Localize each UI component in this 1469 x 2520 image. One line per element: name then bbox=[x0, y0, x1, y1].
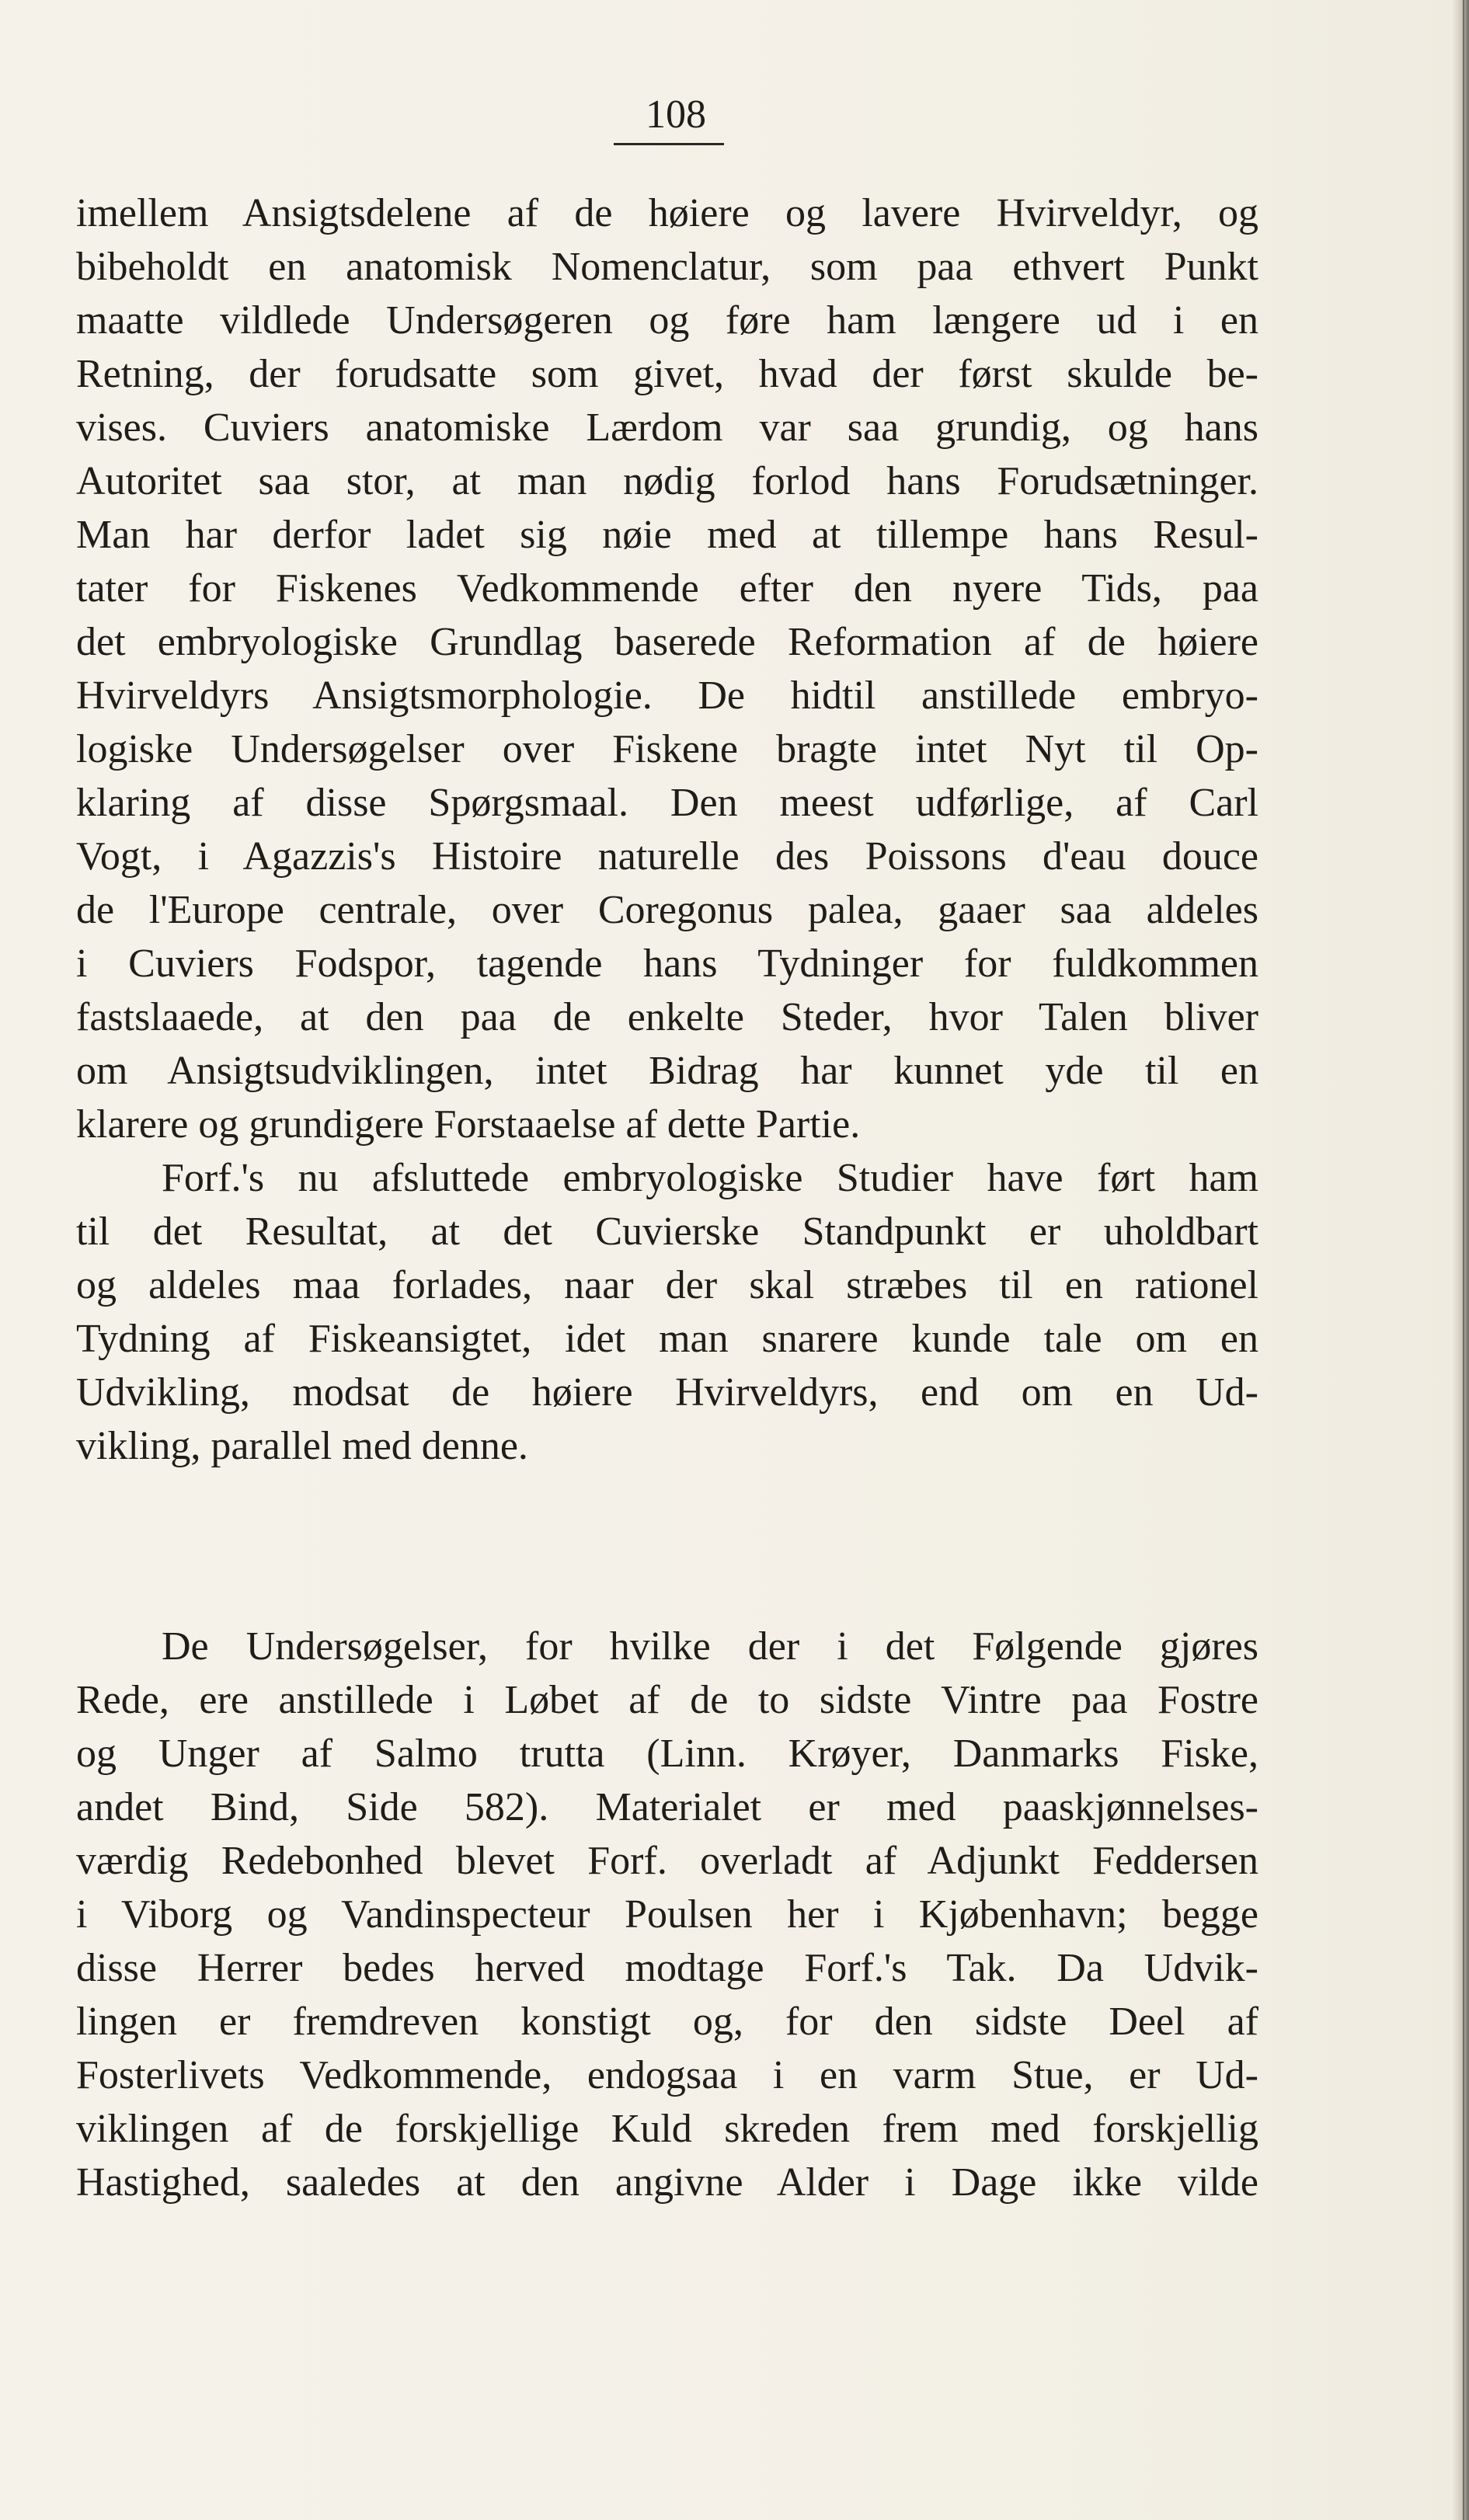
text-line: fastslaaede, at den paa de enkelte Steder, hvor Talen bliver bbox=[76, 995, 1258, 1039]
text-line: lingen er fremdreven konstigt og, for den sidste Deel af bbox=[76, 2000, 1258, 2044]
text-line: i Viborg og Vandinspecteur Poulsen her i Kjøbenhavn; begge bbox=[76, 1892, 1258, 1937]
body-text-bottom bbox=[76, 1620, 1258, 2209]
text-line: vises. Cuviers anatomiske Lærdom var saa grundig, og hans bbox=[76, 405, 1258, 450]
text-line: imellem Ansigtsdelene af de høiere og lavere Hvirveldyr, og bbox=[76, 191, 1258, 235]
page-number-rule bbox=[614, 143, 724, 145]
text-line: Man har derfor ladet sig nøie med at tillempe hans Resul- bbox=[76, 513, 1258, 557]
text-line: De Undersøgelser, for hvilke der i det Følgende gjøres bbox=[162, 1624, 1258, 1669]
text-line: og Unger af Salmo trutta (Linn. Krøyer, Danmarks Fiske, bbox=[76, 1732, 1258, 1776]
text-line: Vogt, i Agazzis's Histoire naturelle des Poissons d'eau douce bbox=[76, 834, 1258, 879]
text-line: Tydning af Fiskeansigtet, idet man snarere kunde tale om en bbox=[76, 1317, 1258, 1361]
text-line: Rede, ere anstillede i Løbet af de to sidste Vintre paa Fostre bbox=[76, 1678, 1258, 1722]
text-line: Forf.'s nu afsluttede embryologiske Studier have ført ham bbox=[162, 1156, 1258, 1200]
text-line: Hvirveldyrs Ansigtsmorphologie. De hidtil anstillede embryo- bbox=[76, 674, 1258, 718]
text-line: bibeholdt en anatomisk Nomenclatur, som paa ethvert Punkt bbox=[76, 245, 1258, 289]
text-line: maatte vildlede Undersøgeren og føre ham længere ud i en bbox=[76, 298, 1258, 343]
text-line: viklingen af de forskjellige Kuld skreden frem med forskjellig bbox=[76, 2107, 1258, 2151]
text-line: tater for Fiskenes Vedkommende efter den nyere Tids, paa bbox=[76, 566, 1258, 611]
text-line: Udvikling, modsat de høiere Hvirveldyrs, end om en Ud- bbox=[76, 1370, 1258, 1415]
text-line: og aldeles maa forlades, naar der skal stræbes til en rationel bbox=[76, 1263, 1258, 1307]
body-text-top bbox=[76, 186, 1258, 1473]
text-line: vikling, parallel med denne. bbox=[76, 1424, 528, 1468]
text-line: de l'Europe centrale, over Coregonus palea, gaaer saa aldeles bbox=[76, 888, 1258, 932]
text-line: andet Bind, Side 582). Materialet er med paaskjønnelses- bbox=[76, 1785, 1258, 1829]
text-line: værdig Redebonhed blevet Forf. overladt af Adjunkt Feddersen bbox=[76, 1839, 1258, 1883]
text-line: Fosterlivets Vedkommende, endogsaa i en varm Stue, er Ud- bbox=[76, 2053, 1258, 2097]
page-number: 108 bbox=[646, 92, 706, 137]
text-line: Autoritet saa stor, at man nødig forlod hans Forudsætninger. bbox=[76, 459, 1258, 503]
text-line: klaring af disse Spørgsmaal. Den meest udførlige, af Carl bbox=[76, 781, 1258, 825]
text-line: Retning, der forudsatte som givet, hvad der først skulde be- bbox=[76, 352, 1258, 396]
text-line: om Ansigtsudviklingen, intet Bidrag har kunnet yde til en bbox=[76, 1049, 1258, 1093]
text-line: i Cuviers Fodspor, tagende hans Tydninger for fuldkommen bbox=[76, 942, 1258, 986]
text-line: disse Herrer bedes herved modtage Forf.'s Tak. Da Udvik- bbox=[76, 1946, 1258, 1990]
text-line: logiske Undersøgelser over Fiskene bragte intet Nyt til Op- bbox=[76, 727, 1258, 771]
page-edge-shadow bbox=[1452, 0, 1469, 2520]
text-line: til det Resultat, at det Cuvierske Standpunkt er uholdbart bbox=[76, 1210, 1258, 1254]
text-line: klarere og grundigere Forstaaelse af dette Partie. bbox=[76, 1102, 861, 1147]
text-line: Hastighed, saaledes at den angivne Alder i Dage ikke vilde bbox=[76, 2160, 1258, 2205]
text-line: det embryologiske Grundlag baserede Reformation af de høiere bbox=[76, 620, 1258, 664]
page-edge-line bbox=[1463, 0, 1464, 2520]
